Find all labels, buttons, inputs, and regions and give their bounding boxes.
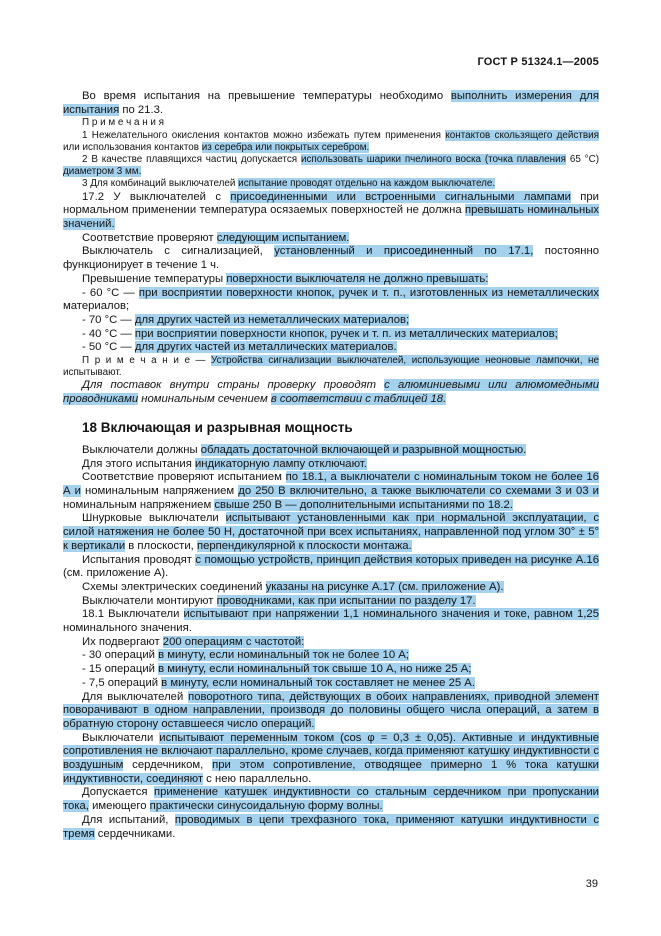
text-segment: Для поставок внутри страны проверку проводят bbox=[82, 379, 385, 392]
highlighted-text: в минуту, если номинальный ток не более 10 А; bbox=[158, 649, 409, 662]
paragraph bbox=[63, 595, 599, 609]
paragraph bbox=[63, 287, 599, 314]
text-segment: (см. приложение А). bbox=[63, 567, 169, 580]
text-segment: 1 Нежелательного окисления контактов можно избежать путем применения bbox=[82, 129, 446, 141]
highlighted-text: Устройства сигнализации выключателей, использующие неоновые лампочки, не bbox=[211, 355, 599, 367]
text-segment: П р и м е ч а н и я bbox=[82, 117, 165, 129]
highlighted-text: в соответствии с таблицей 18. bbox=[270, 393, 447, 406]
highlighted-text: использовать шарики пчелиного воска (точка плавления bbox=[300, 154, 566, 166]
text-segment: по 21.3. bbox=[119, 103, 164, 116]
highlighted-text: проводимых в цепи трехфазного тока, применяют катушки индуктивности с тремя bbox=[63, 813, 599, 840]
paragraph bbox=[63, 341, 599, 355]
highlighted-text: выполнить измерения для испытания bbox=[63, 90, 599, 116]
text-segment: постоянно функционирует в течение 1 ч. bbox=[63, 245, 599, 272]
text-segment: 3 Для комбинаций выключателей bbox=[82, 178, 239, 190]
highlighted-text: испытывают переменным током (cos φ = 0,3 ± 0,05). Активные и индуктивные сопротивления не включают параллельно, кроме случаев, когда применяют катушку индуктивности с воздушным bbox=[63, 731, 599, 772]
highlighted-text: при восприятии поверхности кнопок, ручек и т. п. из металлических материалов; bbox=[134, 327, 558, 340]
text-segment: при нормальном применении температура осязаемых поверхностей не должна bbox=[63, 190, 599, 217]
text-segment: П р и м е ч а н и е — bbox=[82, 355, 212, 367]
highlighted-text: свыше 250 В — дополнительными испытаниями по 18.2. bbox=[214, 498, 513, 511]
text-segment: Соответствие проверяют испытанием bbox=[82, 471, 286, 484]
paragraph bbox=[63, 90, 599, 117]
paragraph bbox=[63, 554, 599, 581]
text-segment: с нею параллельно. bbox=[203, 772, 312, 785]
text-segment: - 60 °С — bbox=[82, 286, 139, 299]
highlighted-text: присоединенными или встроенными сигнальными лампами bbox=[230, 190, 571, 203]
text-segment: Выключатели должны bbox=[82, 443, 201, 456]
highlighted-text: поворотного типа, действующих в обоих направлениях, приводной элемент поворачивают в одном направлении, производя до половины общего числа операций, а затем в обратную сторону оставшееся число операций. bbox=[63, 690, 599, 730]
text-segment: - 15 операций bbox=[82, 663, 159, 676]
text-segment: 2 В качестве плавящихся частиц допускается bbox=[82, 154, 301, 166]
highlighted-text: по 18.1, а выключатели с номинальным током не более 16 А и bbox=[63, 471, 599, 497]
text-segment: 18.1 Выключатели bbox=[82, 608, 184, 621]
text-segment: Превышение температуры bbox=[82, 272, 227, 285]
paragraph bbox=[63, 608, 599, 635]
text-segment: - 7,5 операций bbox=[82, 676, 162, 689]
highlighted-text: до 250 В включительно, а также выключатели со схемами 3 и 03 и bbox=[238, 484, 599, 497]
highlighted-text: с алюминиевыми или алюмомедными проводниками bbox=[63, 379, 599, 406]
text-segment: номинальным напряжением bbox=[80, 484, 239, 497]
paragraph bbox=[63, 636, 599, 650]
paragraph-italic bbox=[63, 379, 599, 406]
text-segment: Во время испытания на превышение температуры необходимо bbox=[82, 90, 451, 102]
paragraph bbox=[63, 663, 599, 677]
doc-number: ГОСТ Р 51324.1—2005 bbox=[477, 56, 599, 68]
text-segment: - 40 °С — bbox=[82, 327, 135, 340]
highlighted-text: из серебра или покрытых серебром. bbox=[201, 141, 370, 153]
text-segment: Для этого испытания bbox=[82, 457, 195, 470]
highlighted-text: обладать достаточной включающей и разрывной мощностью. bbox=[200, 443, 527, 456]
paragraph bbox=[63, 512, 599, 553]
text-segment: материалов; bbox=[63, 300, 130, 313]
document-body bbox=[63, 90, 599, 841]
notes-title bbox=[63, 117, 599, 129]
paragraph bbox=[63, 458, 599, 472]
text-segment: в плоскости, bbox=[125, 539, 197, 552]
note-paragraph bbox=[63, 130, 599, 154]
paragraph bbox=[63, 786, 599, 813]
text-segment: сердечником, bbox=[123, 759, 213, 772]
paragraph bbox=[63, 314, 599, 328]
text-segment: Для испытаний, bbox=[82, 813, 175, 826]
text-segment: испытывают. bbox=[63, 367, 122, 379]
highlighted-text: индикаторную лампу отключают. bbox=[194, 457, 367, 470]
highlighted-text: контактов скользящего действия bbox=[445, 129, 599, 141]
highlighted-text: практически синусоидальную форму волны. bbox=[149, 800, 383, 813]
paragraph bbox=[63, 581, 599, 595]
paragraph bbox=[63, 814, 599, 841]
text-segment: 65 °С) bbox=[566, 154, 600, 166]
paragraph bbox=[63, 649, 599, 663]
text-segment: имеющего bbox=[88, 800, 150, 813]
highlighted-text: диаметром 3 мм. bbox=[63, 166, 142, 178]
text-segment: номинальным сечением bbox=[138, 393, 271, 406]
note-paragraph bbox=[63, 154, 599, 178]
highlighted-text: при восприятии поверхности кнопок, ручек и т. п., изготовленных из неметаллических bbox=[138, 286, 600, 299]
text-segment: сердечниками. bbox=[94, 827, 176, 840]
text-segment: - 70 °С — bbox=[82, 313, 135, 326]
highlighted-text: проводниками, как при испытании по разделу 17. bbox=[216, 594, 476, 607]
paragraph bbox=[63, 245, 599, 272]
highlighted-text: 200 операциям с частотой: bbox=[162, 635, 305, 648]
paragraph bbox=[63, 191, 599, 232]
text-segment: Выключатели монтируют bbox=[82, 594, 217, 607]
text-segment: - 50 °С — bbox=[82, 341, 135, 354]
paragraph bbox=[63, 691, 599, 732]
text-segment: номинального значения. bbox=[63, 622, 192, 635]
text-segment: Шнурковые выключатели bbox=[82, 512, 226, 525]
highlighted-text: указаны на рисунке А.17 (см. приложение А). bbox=[265, 580, 504, 593]
highlighted-text: поверхности выключателя не должно превышать: bbox=[226, 272, 489, 285]
highlighted-text: в минуту, если номинальный ток свыше 10 А, но ниже 25 А; bbox=[158, 663, 472, 676]
paragraph bbox=[63, 328, 599, 342]
text-segment: Для выключателей bbox=[82, 690, 189, 703]
paragraph bbox=[63, 677, 599, 691]
text-segment: - 30 операций bbox=[82, 649, 159, 662]
highlighted-text: для других частей из металлических материалов. bbox=[134, 341, 397, 354]
text-segment: 18 Включающая и разрывная мощность bbox=[82, 419, 353, 435]
paragraph bbox=[63, 273, 599, 287]
highlighted-text: при этом сопротивление, отводящее примерно 1 % тока катушки индуктивности, соединяют bbox=[63, 759, 599, 785]
paragraph bbox=[63, 444, 599, 458]
highlighted-text: установленный и присоединенный по 17.1, bbox=[274, 245, 534, 258]
paragraph bbox=[63, 232, 599, 246]
text-segment: Испытания проводят bbox=[82, 553, 196, 566]
text-segment: Соответствие проверяют bbox=[82, 231, 217, 244]
highlighted-text: следующим испытанием. bbox=[216, 231, 350, 244]
text-segment: Выключатель с сигнализацией, bbox=[82, 245, 275, 258]
text-segment: Допускается bbox=[82, 786, 154, 799]
text-segment: номинальным напряжением bbox=[63, 498, 215, 511]
paragraph bbox=[63, 471, 599, 512]
highlighted-text: в минуту, если номинальный ток составляет не менее 25 А. bbox=[161, 676, 475, 689]
section-heading bbox=[63, 420, 599, 435]
text-segment: Схемы электрических соединений bbox=[82, 580, 266, 593]
text-segment: или использования контактов bbox=[63, 141, 202, 153]
note-paragraph bbox=[63, 178, 599, 190]
text-segment: Их подвергают bbox=[82, 635, 163, 648]
highlighted-text: превышать номинальных значений. bbox=[63, 204, 599, 231]
highlighted-text: испытание проводят отдельно на каждом выключателе. bbox=[238, 178, 496, 190]
page-number: 39 bbox=[585, 878, 598, 890]
highlighted-text: перпендикулярной к плоскости монтажа. bbox=[196, 539, 412, 552]
highlighted-text: испытывают при напряжении 1,1 номинального значения и токе, равном 1,25 bbox=[183, 608, 599, 621]
note-paragraph bbox=[63, 355, 599, 379]
highlighted-text: для других частей из неметаллических материалов; bbox=[134, 313, 410, 326]
highlighted-text: с помощью устройств, принцип действия которых приведен на рисунке А.16 bbox=[195, 553, 599, 566]
text-segment: Выключатели bbox=[82, 731, 160, 744]
text-segment: 17.2 У выключателей с bbox=[82, 190, 231, 203]
highlighted-text: испытывают установленными как при нормальной эксплуатации, с силой натяжения не более 50 Н, достаточной при всех испытаниях, направленной под углом 30° ± 5° к вертикали bbox=[63, 512, 600, 552]
paragraph bbox=[63, 732, 599, 787]
highlighted-text: применение катушек индуктивности со стальным сердечником при пропускании тока, bbox=[63, 786, 599, 813]
